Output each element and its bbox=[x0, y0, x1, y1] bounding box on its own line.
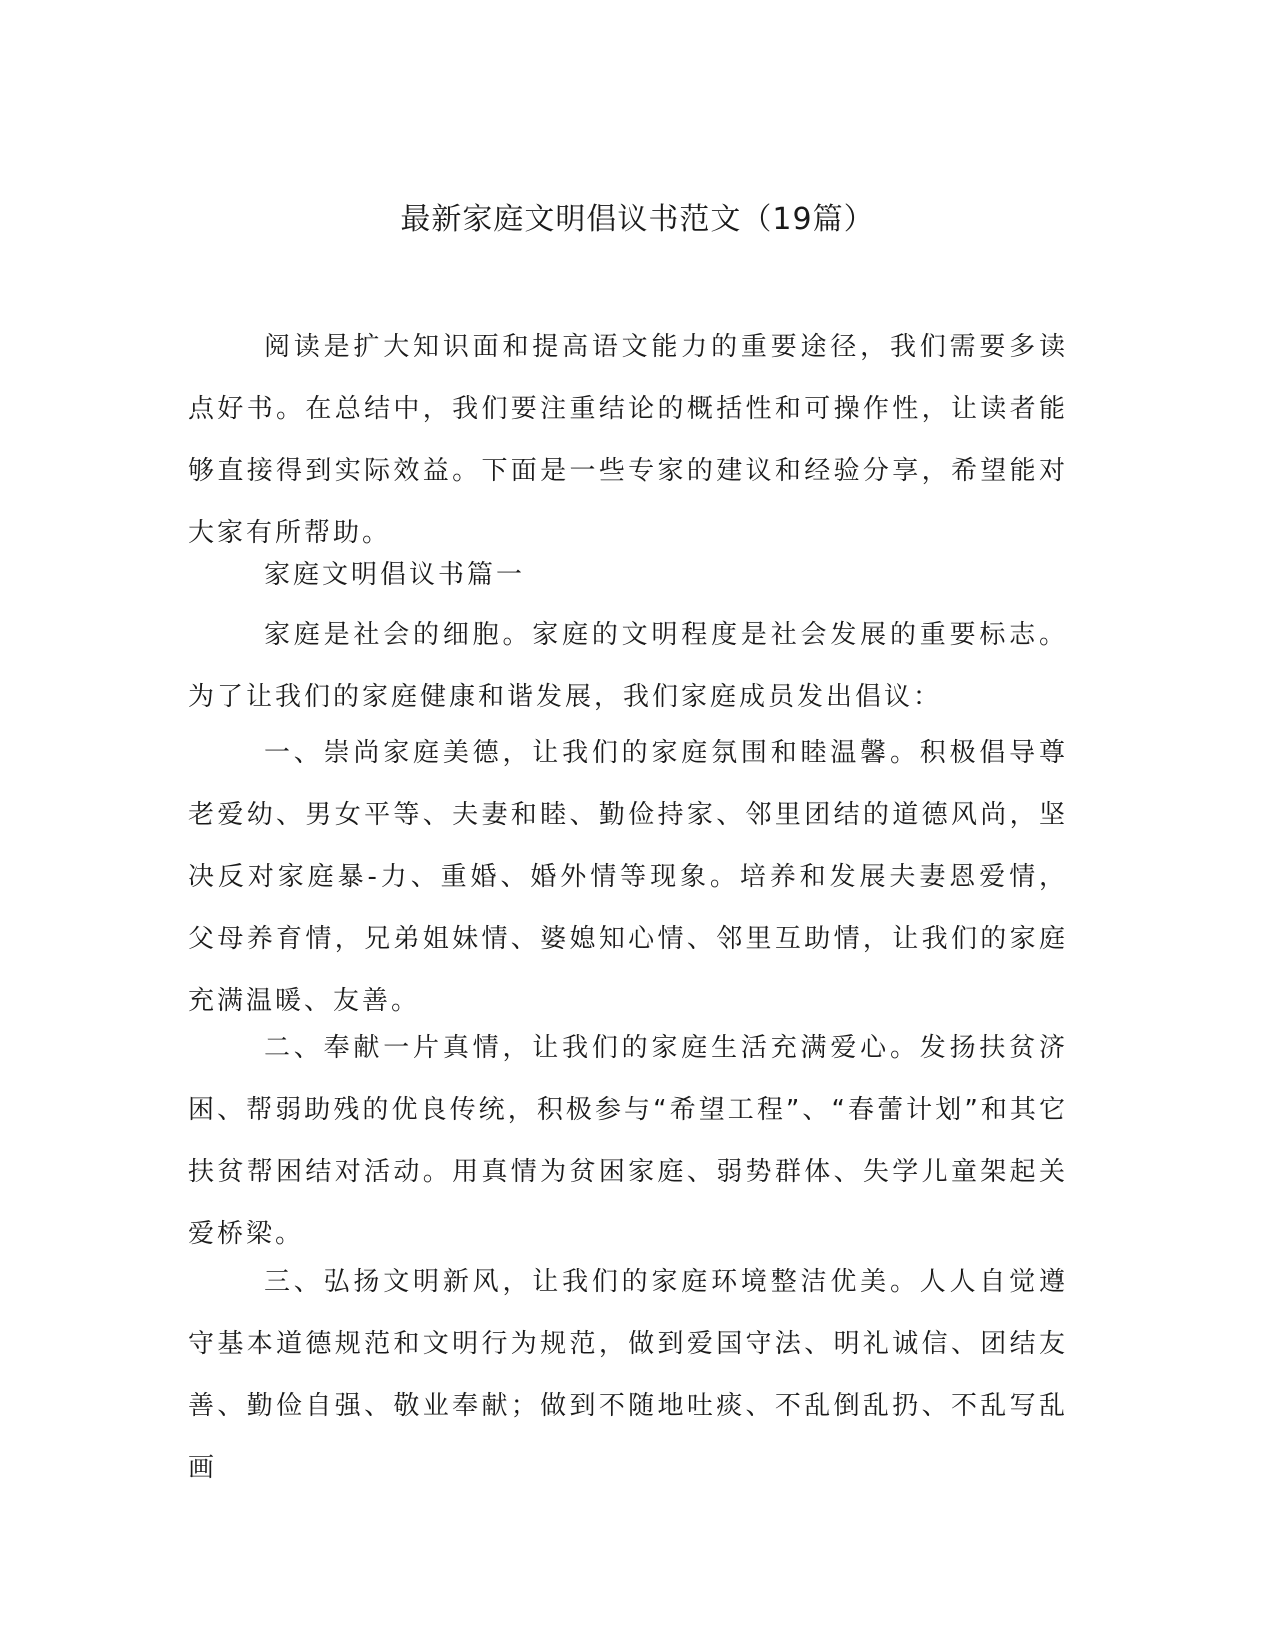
body-paragraph-4: 三、弘扬文明新风，让我们的家庭环境整洁优美。人人自觉遵守基本道德规范和文明行为规范，做到爱国守法、明礼诚信、团结友善、勤俭自强、敬业奉献；做到不随地吐痰、不乱倒乱扔、不乱写乱画 bbox=[188, 1267, 1068, 1483]
body-paragraph-3: 二、奉献一片真情，让我们的家庭生活充满爱心。发扬扶贫济困、帮弱助残的优良传统，积极参与“希望工程”、“春蕾计划”和其它扶贫帮困结对活动。用真情为贫困家庭、弱势群体、失学儿童架起关爱桥梁。 bbox=[188, 1033, 1068, 1249]
section-heading: 家庭文明倡议书篇一 bbox=[264, 560, 526, 590]
body-paragraph-1: 家庭是社会的细胞。家庭的文明程度是社会发展的重要标志。为了让我们的家庭健康和谐发展，我们家庭成员发出倡议： bbox=[188, 620, 1068, 712]
body-paragraph-2: 一、崇尚家庭美德，让我们的家庭氛围和睦温馨。积极倡导尊老爱幼、男女平等、夫妻和睦、勤俭持家、邻里团结的道德风尚，坚决反对家庭暴-力、重婚、婚外情等现象。培养和发展夫妻恩爱情，父母养育情，兄弟姐妹情、婆媳知心情、邻里互助情，让我们的家庭充满温暖、友善。 bbox=[188, 738, 1068, 1016]
intro-paragraph: 阅读是扩大知识面和提高语文能力的重要途径，我们需要多读点好书。在总结中，我们要注重结论的概括性和可操作性，让读者能够直接得到实际效益。下面是一些专家的建议和经验分享，希望能对大家有所帮助。 bbox=[188, 332, 1068, 548]
document-title: 最新家庭文明倡议书范文（19篇） bbox=[400, 202, 875, 237]
